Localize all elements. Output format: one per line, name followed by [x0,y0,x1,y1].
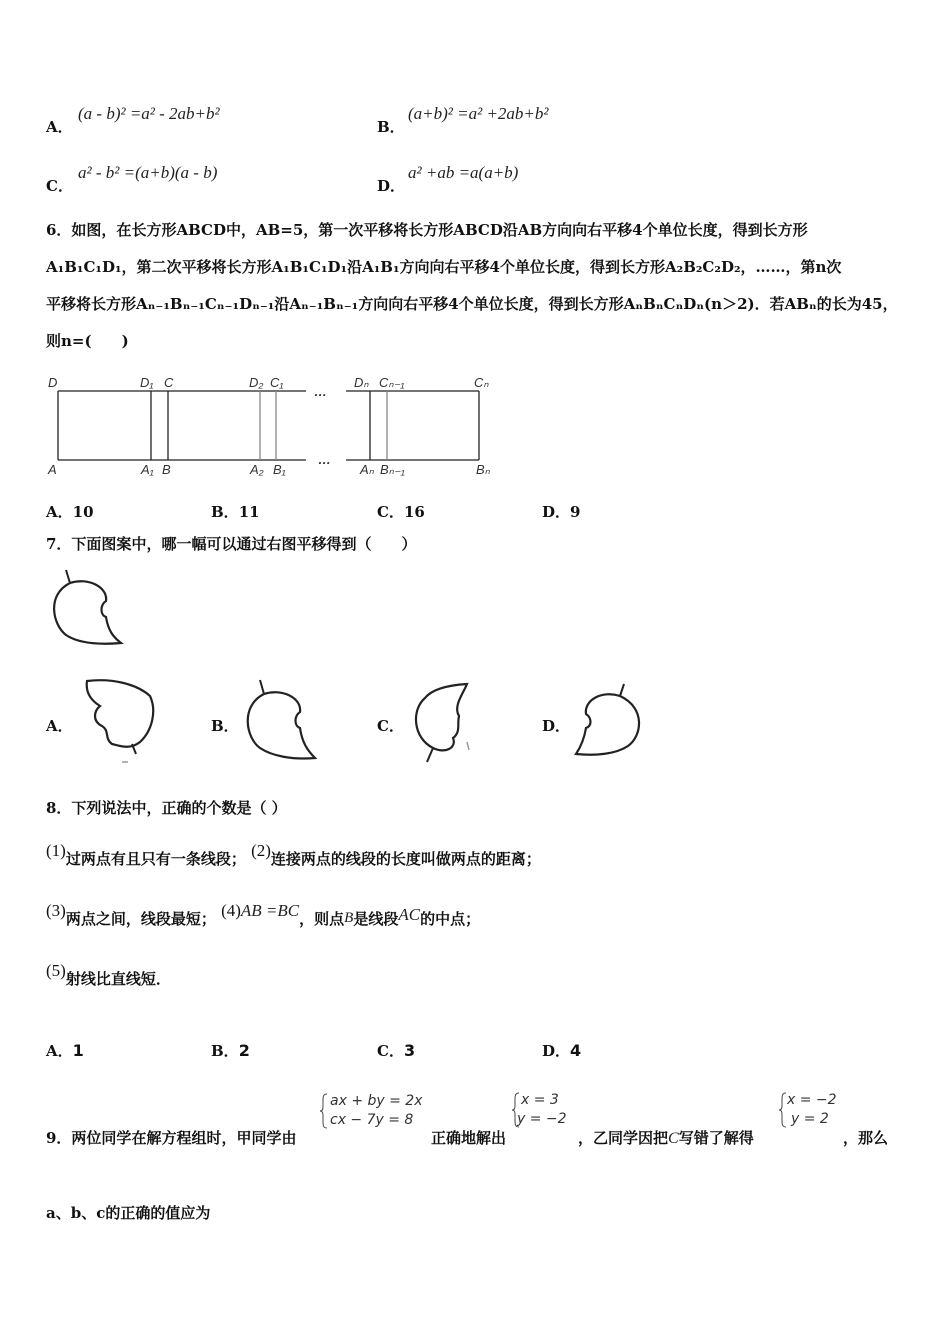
q6-label-C1: C₁ [270,375,284,390]
q8-statement-1-2 [46,841,541,869]
q7-option-a-label: A． [46,717,73,735]
q7-option-b-label: B． [211,717,239,735]
q9-stem-b: 正确地解出 [431,1129,507,1147]
q9-sol2-y: y = 2 [791,1111,829,1127]
q7-option-d-leaf [572,680,648,760]
q6-label-D: D [48,375,58,390]
q8-s4-text-b: 是线段 [353,910,399,928]
q8-stem: 8．下列说法中，正确的个数是（ ） [46,799,287,817]
q5-option-d-label: D． [377,177,406,195]
q8-s5-text: 射线比直线短． [65,970,171,988]
q6-label-Cn-1: Cₙ₋₁ [379,375,405,390]
q7-reference-leaf [48,565,128,647]
q6-label-Bn: Bₙ [476,462,490,477]
q8-s4-point: B [344,910,354,926]
q6-stem-line3: 平移将长方形Aₙ₋₁Bₙ₋₁Cₙ₋₁Dₙ₋₁沿Aₙ₋₁Bₙ₋₁方向向右平移4个单位长度，得到长方形AₙBₙCₙDₙ(n＞2)．若ABₙ的长为45， [46,295,898,313]
q6-label-A1: A₁ [141,462,154,477]
q8-s4-formula: AB =BC [240,901,300,920]
q9-stem-e: ，那么 [843,1129,889,1147]
q8-option-b: B．2 [211,1041,250,1060]
q8-s5-number: (5) [46,961,66,980]
q8-s3-number: (3) [46,901,66,920]
q8-s2-text: 连接两点的线段的长度叫做两点的距离； [270,850,541,868]
q5-option-a-formula: (a - b)² =a² - 2ab+b² [78,104,220,123]
q7-option-b-leaf [240,678,322,764]
q5-option-d-formula: a² +ab =a(a+b) [408,163,519,182]
q6-stem-line2: A₁B₁C₁D₁，第二次平移将长方形A₁B₁C₁D₁沿A₁B₁方向向右平移4个单位长度，得到长方形A₂B₂C₂D₂，……，第n次 [46,258,842,276]
q9-sol1-y: y = −2 [517,1111,567,1127]
q5-option-b-label: B． [377,118,405,136]
q9-sol1-x: x = 3 [521,1092,559,1108]
q9-sol2-brace [779,1092,787,1128]
q8-statement-3-4 [46,901,481,929]
q9-line2: a、b、c的正确的值应为 [46,1204,211,1222]
q6-option-a: A．10 [46,503,94,521]
q7-option-c-label: C． [377,717,404,735]
q6-label-D2: D₂ [249,375,264,390]
q7-option-c-leaf [405,680,485,768]
q6-label-B: B [162,462,171,477]
q6-stem-line1: 6．如图，在长方形ABCD中，AB=5，第一次平移将长方形ABCD沿AB方向向右平移4个单位长度，得到长方形 [46,221,808,239]
q6-rectangles-figure [44,372,504,482]
q5-option-b-formula: (a+b)² =a² +2ab+b² [408,104,549,123]
q8-s1-number: (1) [46,841,66,860]
q6-label-top-ellipsis: … [314,384,327,399]
q8-s4-segment: AC [398,905,421,924]
q8-s1-text: 过两点有且只有一条线段； [65,850,246,868]
q6-label-Bn-1: Bₙ₋₁ [380,462,405,477]
q6-label-An: Aₙ [360,462,374,477]
q9-system-eq1: ax + by = 2x [330,1093,423,1109]
q8-s4-text-a: ，则点 [299,910,345,928]
q6-option-d: D．9 [542,503,581,521]
q8-option-c: C．3 [377,1041,416,1060]
q5-option-c-formula: a² - b² =(a+b)(a - b) [78,163,218,182]
q5-option-a-label: A． [46,118,73,136]
q7-stem: 7．下面图案中，哪一幅可以通过右图平移得到（ ） [46,535,417,553]
q6-label-Cn: Cₙ [474,375,489,390]
q6-label-Dn: Dₙ [354,375,369,390]
q8-s3-text: 两点之间，线段最短； [65,910,216,928]
q8-s4-text-c: 的中点； [420,910,481,928]
q6-label-C: C [164,375,174,390]
q6-label-B1: B₁ [273,462,286,477]
q9-stem-c: ，乙同学因把C写错了解得 [578,1129,754,1147]
q6-stem-line4: 则n=( ) [46,332,129,350]
q9-system-eq2: cx − 7y = 8 [330,1112,414,1128]
q6-stem [46,212,916,360]
q8-s2-number: (2) [251,841,271,860]
q8-option-a: A．1 [46,1041,84,1060]
q9-sol2-x: x = −2 [787,1092,837,1108]
q9-stem-a: 9．两位同学在解方程组时，甲同学由 [46,1129,297,1147]
q9-var-c: C [668,1130,679,1147]
q6-label-A: A [48,462,57,477]
q6-label-A2: A₂ [250,462,264,477]
q6-option-c: C．16 [377,503,425,521]
q8-option-d: D．4 [542,1041,582,1060]
q7-option-a-leaf [82,676,162,768]
q8-statement-5 [46,961,171,989]
q6-option-b: B．11 [211,503,260,521]
q7-option-d-label: D． [542,717,571,735]
q6-label-D1: D₁ [140,375,154,390]
q8-s4-number: (4) [221,901,241,920]
q9-system-brace [320,1093,328,1129]
q6-label-bottom-ellipsis: … [318,452,331,467]
q5-option-c-label: C． [46,177,73,195]
